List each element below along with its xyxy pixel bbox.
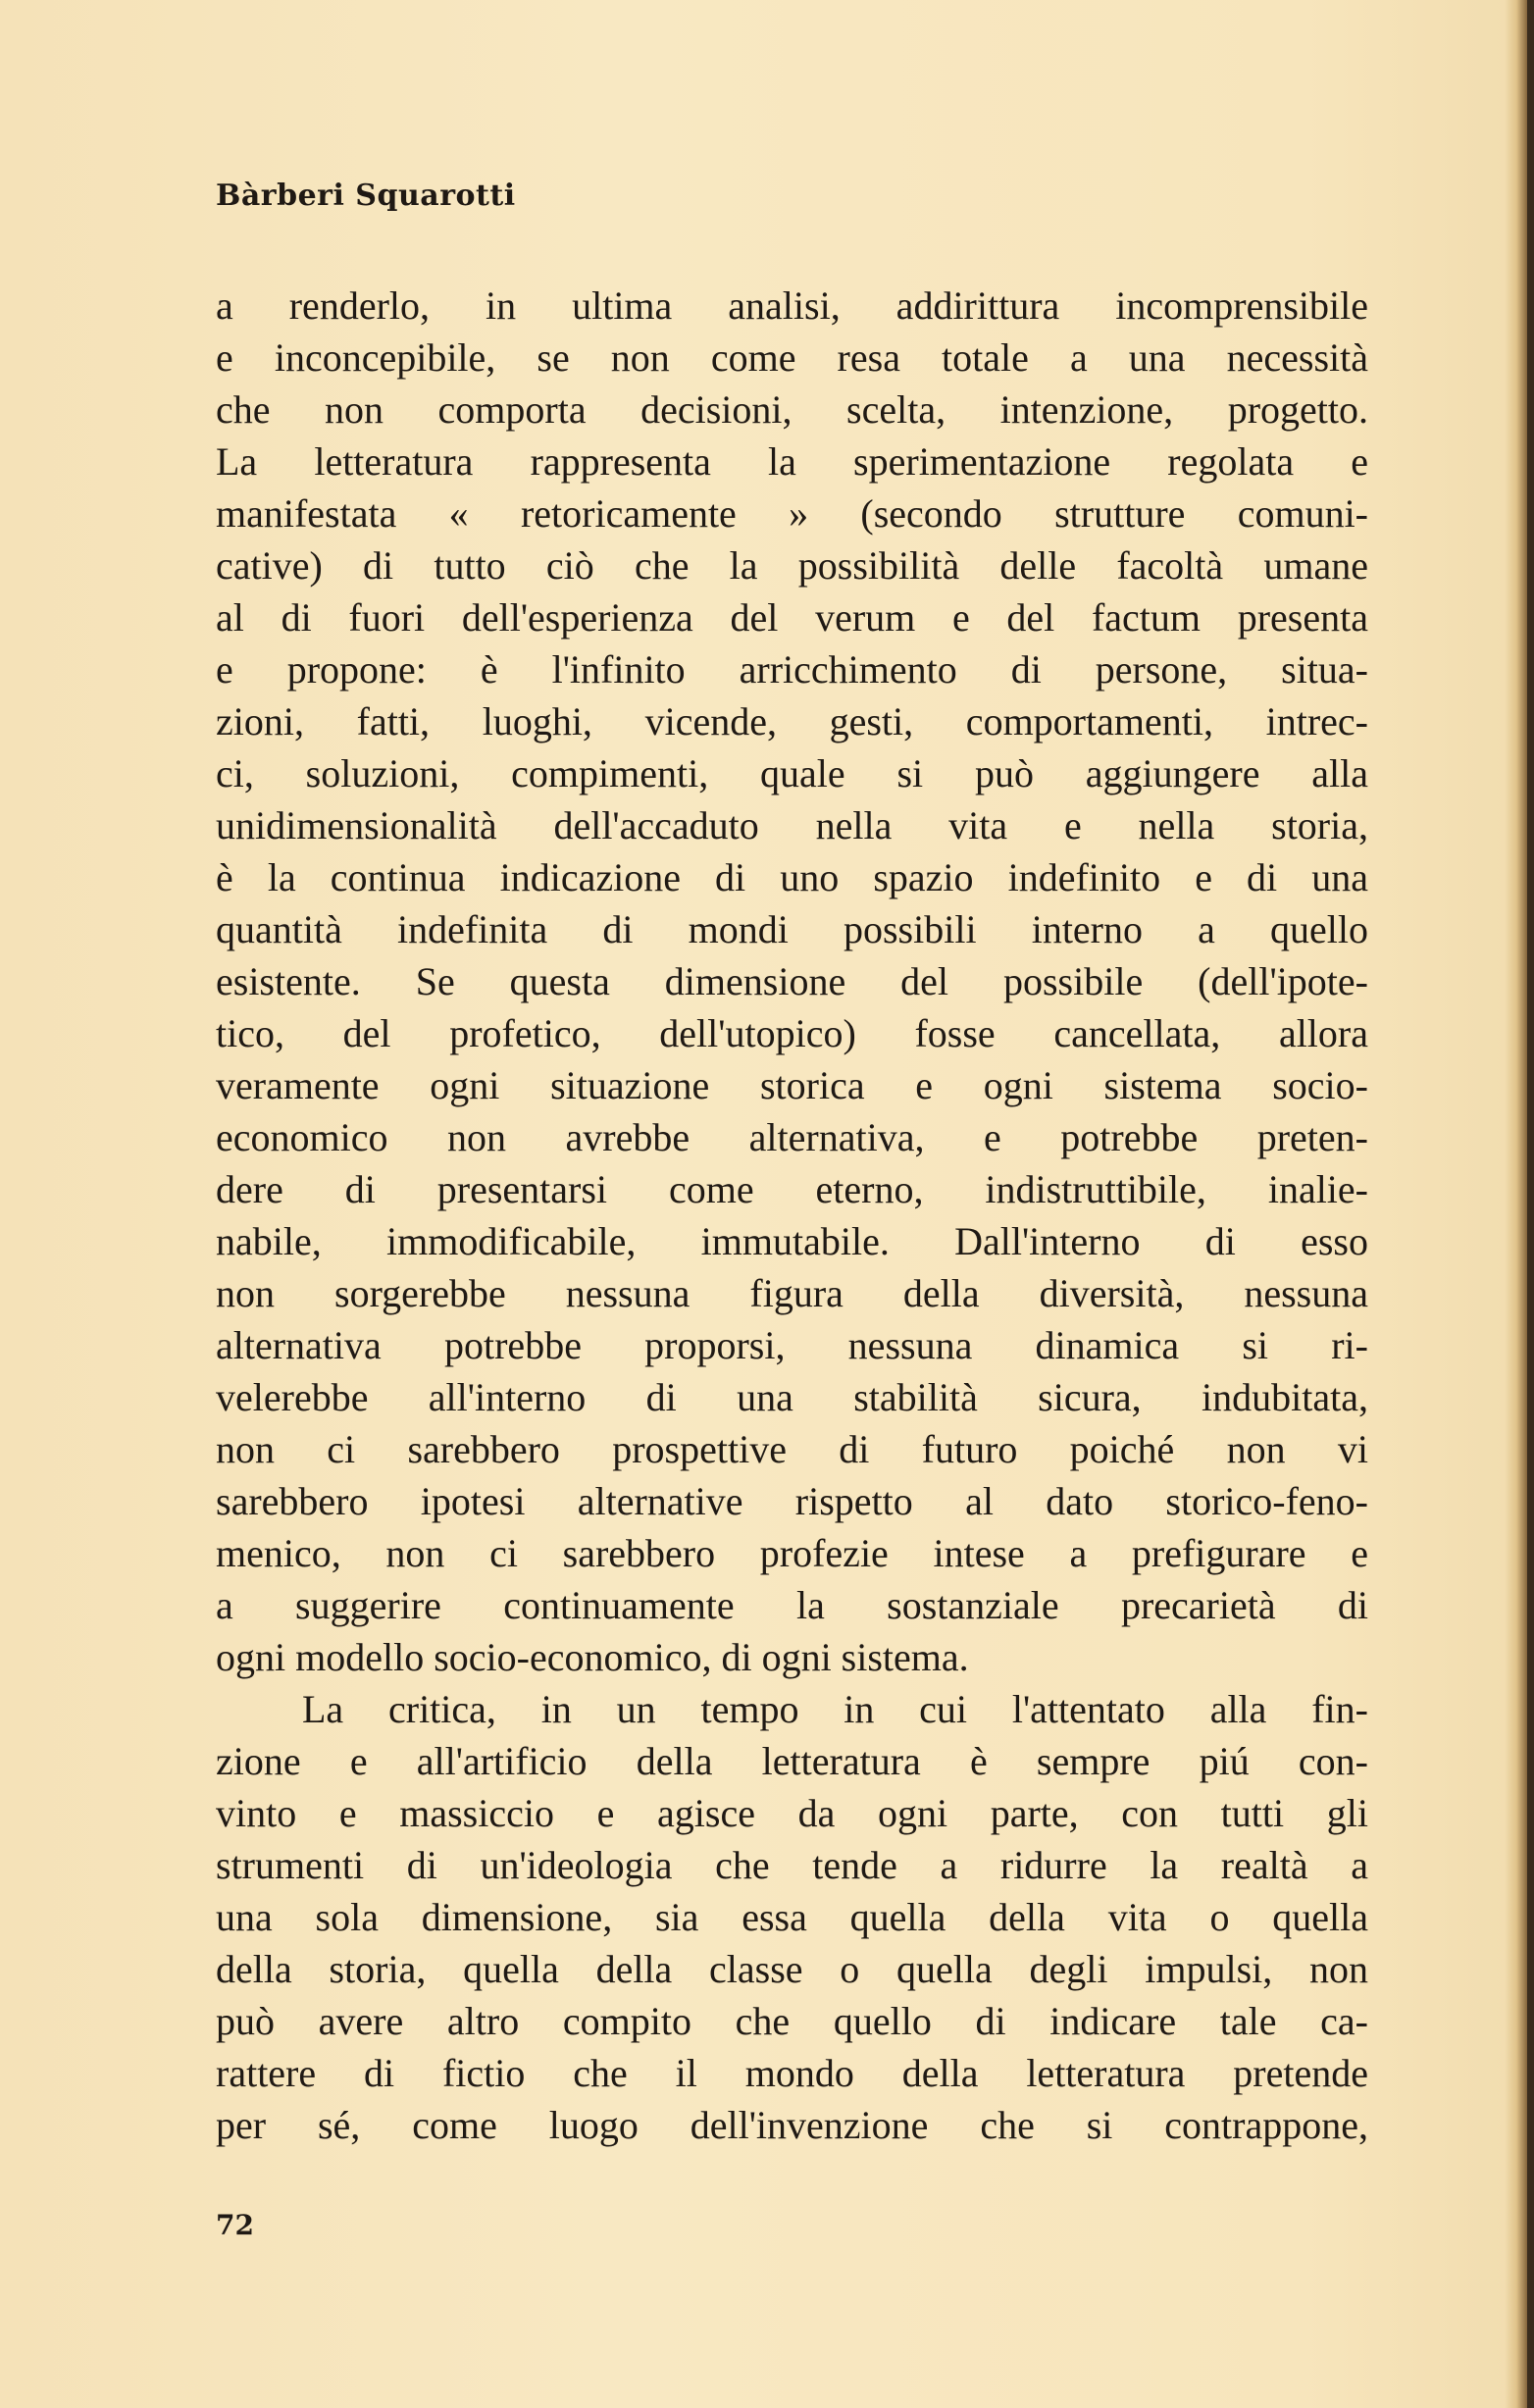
text-line: cative) di tutto ciò che la possibilità delle facoltà umane	[216, 543, 1368, 588]
text-line: zione e all'artificio della letteratura è sempre piú con-	[216, 1739, 1368, 1783]
text-line: può avere altro compito che quello di indicare tale ca-	[216, 1999, 1368, 2043]
text-line: ogni modello socio-economico, di ogni sistema.	[216, 1635, 969, 1679]
page-edge-strip	[1527, 0, 1534, 2408]
body-text	[216, 280, 1368, 2151]
text-line: rattere di fictio che il mondo della letteratura pretende	[216, 2051, 1368, 2095]
text-line: e propone: è l'infinito arricchimento di persone, situa-	[216, 647, 1368, 692]
text-line: sarebbero ipotesi alternative rispetto al dato storico-feno-	[216, 1479, 1368, 1523]
text-line: non ci sarebbero prospettive di futuro poiché non vi	[216, 1427, 1368, 1471]
text-line: manifestata « retoricamente » (secondo strutture comuni-	[216, 491, 1368, 536]
text-line: dere di presentarsi come eterno, indistruttibile, inalie-	[216, 1167, 1368, 1211]
text-line: una sola dimensione, sia essa quella della vita o quella	[216, 1895, 1368, 1939]
text-line: velerebbe all'interno di una stabilità sicura, indubitata,	[216, 1375, 1368, 1419]
text-line: tico, del profetico, dell'utopico) fosse cancellata, allora	[216, 1011, 1368, 1055]
text-line: al di fuori dell'esperienza del verum e del factum presenta	[216, 595, 1368, 640]
text-line: zioni, fatti, luoghi, vicende, gesti, comportamenti, intrec-	[216, 699, 1368, 743]
text-line: alternativa potrebbe proporsi, nessuna dinamica si ri-	[216, 1323, 1368, 1367]
text-line: economico non avrebbe alternativa, e potrebbe preten-	[216, 1115, 1368, 1159]
text-line: è la continua indicazione di uno spazio indefinito e di una	[216, 855, 1368, 899]
page-number: 72	[216, 2209, 254, 2241]
text-line: che non comporta decisioni, scelta, intenzione, progetto.	[216, 387, 1368, 432]
running-head: Bàrberi Squarotti	[216, 179, 516, 213]
text-line: non sorgerebbe nessuna figura della diversità, nessuna	[216, 1271, 1368, 1315]
text-line: e inconcepibile, se non come resa totale a una necessità	[216, 335, 1368, 380]
paragraph-2	[216, 1683, 1368, 2151]
paragraph-1	[216, 280, 1368, 1683]
text-line: nabile, immodificabile, immutabile. Dall'interno di esso	[216, 1219, 1368, 1263]
text-line: veramente ogni situazione storica e ogni sistema socio-	[216, 1063, 1368, 1107]
text-line: a suggerire continuamente la sostanziale precarietà di	[216, 1583, 1368, 1627]
text-line: esistente. Se questa dimensione del possibile (dell'ipote-	[216, 959, 1368, 1003]
text-line: ci, soluzioni, compimenti, quale si può aggiungere alla	[216, 751, 1368, 795]
text-line: vinto e massiccio e agisce da ogni parte, con tutti gli	[216, 1791, 1368, 1835]
text-line: unidimensionalità dell'accaduto nella vita e nella storia,	[216, 803, 1368, 847]
text-line: della storia, quella della classe o quella degli impulsi, non	[216, 1947, 1368, 1991]
text-line: strumenti di un'ideologia che tende a ridurre la realtà a	[216, 1843, 1368, 1887]
text-line: La critica, in un tempo in cui l'attentato alla fin-	[302, 1687, 1368, 1731]
text-line: quantità indefinita di mondi possibili interno a quello	[216, 907, 1368, 951]
text-line: menico, non ci sarebbero profezie intese a prefigurare e	[216, 1531, 1368, 1575]
text-line: a renderlo, in ultima analisi, addirittura incomprensibile	[216, 283, 1368, 328]
text-line: La letteratura rappresenta la sperimentazione regolata e	[216, 439, 1368, 484]
text-line: per sé, come luogo dell'invenzione che si contrappone,	[216, 2103, 1368, 2147]
